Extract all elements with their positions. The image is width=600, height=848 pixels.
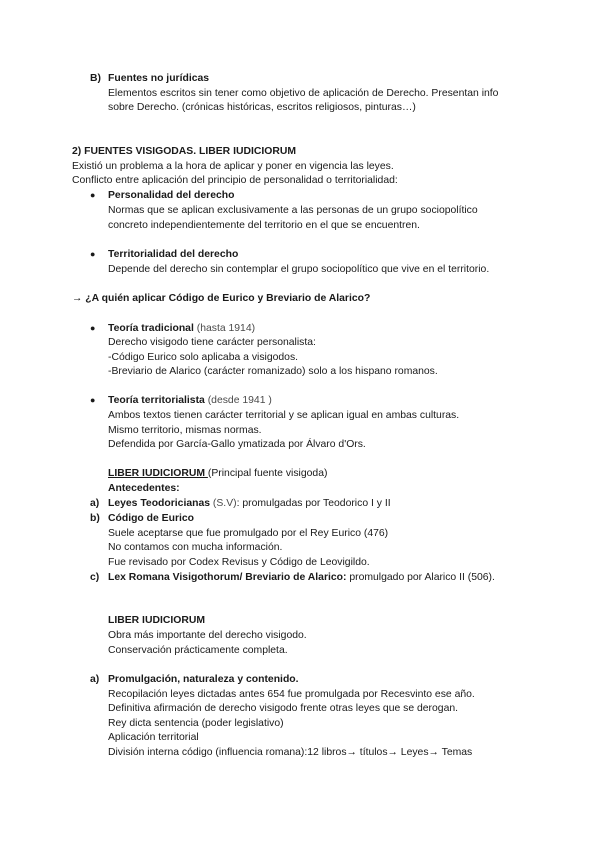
item-a-marker: a) (90, 498, 100, 509)
item-b-line-1: Suele aceptarse que fue promulgado por el Rey Eurico (476) (108, 528, 389, 539)
teoria-territorialista-line-2: Mismo territorio, mismas normas. (108, 425, 262, 436)
territorialidad-title: Territorialidad del derecho (108, 249, 239, 260)
bullet-icon: ● (90, 395, 96, 405)
teoria-territorialista-line-3: Defendida por García-Gallo ymatizada por Álvaro d'Ors. (108, 439, 366, 450)
liber-2-item-a-line-1: Recopilación leyes dictadas antes 654 fue promulgada por Recesvinto ese año. (108, 689, 475, 700)
liber-2-item-a-line-3: Rey dicta sentencia (poder legislativo) (108, 718, 284, 729)
liber-2-title: LIBER IUDICIORUM (108, 615, 205, 626)
liber-2-item-a-line-5: División interna código (influencia romana):12 libros→ títulos→ Leyes→ Temas (108, 747, 473, 758)
teoria-territorialista-line-1: Ambos textos tienen carácter territorial y se aplican igual en ambas culturas. (108, 410, 460, 421)
item-a-sv: (S.V) (210, 498, 237, 509)
item-b-line-2: No contamos con mucha información. (108, 542, 283, 553)
section-2-heading: 2) FUENTES VISIGODAS. LIBER IUDICIORUM (72, 146, 296, 157)
item-b-line-3: Fue revisado por Codex Revisus y Código de Leovigildo. (108, 557, 370, 568)
antecedentes-heading: Antecedentes: (108, 483, 180, 494)
liber-title-suffix: (Principal fuente visigoda) (207, 468, 328, 479)
liber-title-line (108, 467, 327, 480)
section-2-intro-1: Existió un problema a la hora de aplicar y poner en vigencia las leyes. (72, 161, 394, 172)
section-b-line-2: sobre Derecho. (crónicas históricas, escritos religiosos, pinturas…) (108, 102, 416, 113)
section-b-line-1: Elementos escritos sin tener como objetivo de aplicación de Derecho. Presentan info (108, 88, 499, 99)
teoria-territorialista-title: Teoría territorialista (desde 1941 ) (108, 395, 272, 406)
item-c-text: promulgado por Alarico II (506). (346, 572, 495, 583)
bullet-icon: ● (90, 190, 96, 200)
section-b-marker: B) (90, 73, 101, 84)
territorialidad-line-1: Depende del derecho sin contemplar el grupo sociopolítico que vive en el territorio. (108, 264, 490, 275)
item-c-marker: c) (90, 572, 100, 583)
liber-2-item-a-marker: a) (90, 674, 100, 685)
liber-2-item-a-line-2: Definitiva afirmación de derecho visigodo frente otras leyes que se derogan. (108, 703, 459, 714)
section-2-intro-2: Conflicto entre aplicación del principio de personalidad o territorialidad: (72, 175, 398, 186)
teoria-tradicional-date: (hasta 1914) (193, 323, 256, 334)
item-a-title: Leyes Teodoricianas (108, 498, 211, 509)
liber-2-line-2: Conservación prácticamente completa. (108, 645, 288, 656)
teoria-tradicional-line-3: -Breviario de Alarico (carácter romanizado) solo a los hispano romanos. (108, 366, 438, 377)
question-heading: → ¿A quién aplicar Código de Eurico y Breviario de Alarico? (72, 293, 371, 304)
personalidad-line-2: concreto independientemente del territorio en el que se encuentren. (108, 220, 420, 231)
item-a-text: : promulgadas por Teodorico I y II (236, 498, 391, 509)
personalidad-line-1: Normas que se aplican exclusivamente a las personas de un grupo sociopolítico (108, 205, 478, 216)
personalidad-title: Personalidad del derecho (108, 190, 235, 201)
teoria-tradicional-line-1: Derecho visigodo tiene carácter personalista: (108, 337, 316, 348)
item-c-line (108, 571, 495, 584)
teoria-tradicional-line-2: -Código Eurico solo aplicaba a visigodos. (108, 352, 299, 363)
teoria-tradicional-title: Teoría tradicional (hasta 1914) (108, 323, 256, 334)
liber-2-item-a-title: Promulgación, naturaleza y contenido. (108, 674, 299, 685)
liber-2-item-a-line-4: Aplicación territorial (108, 732, 199, 743)
bullet-icon: ● (90, 249, 96, 259)
item-a-line (108, 497, 391, 510)
liber-2-line-1: Obra más importante del derecho visigodo. (108, 630, 307, 641)
item-b-marker: b) (90, 513, 100, 524)
section-b-title: Fuentes no jurídicas (108, 73, 210, 84)
teoria-territorialista-date: (desde 1941 ) (204, 395, 272, 406)
item-c-title: Lex Romana Visigothorum/ Breviario de Alarico: (108, 572, 347, 583)
item-b-title: Código de Eurico (108, 513, 195, 524)
bullet-icon: ● (90, 323, 96, 333)
liber-title: LIBER IUDICIORUM (108, 468, 208, 479)
